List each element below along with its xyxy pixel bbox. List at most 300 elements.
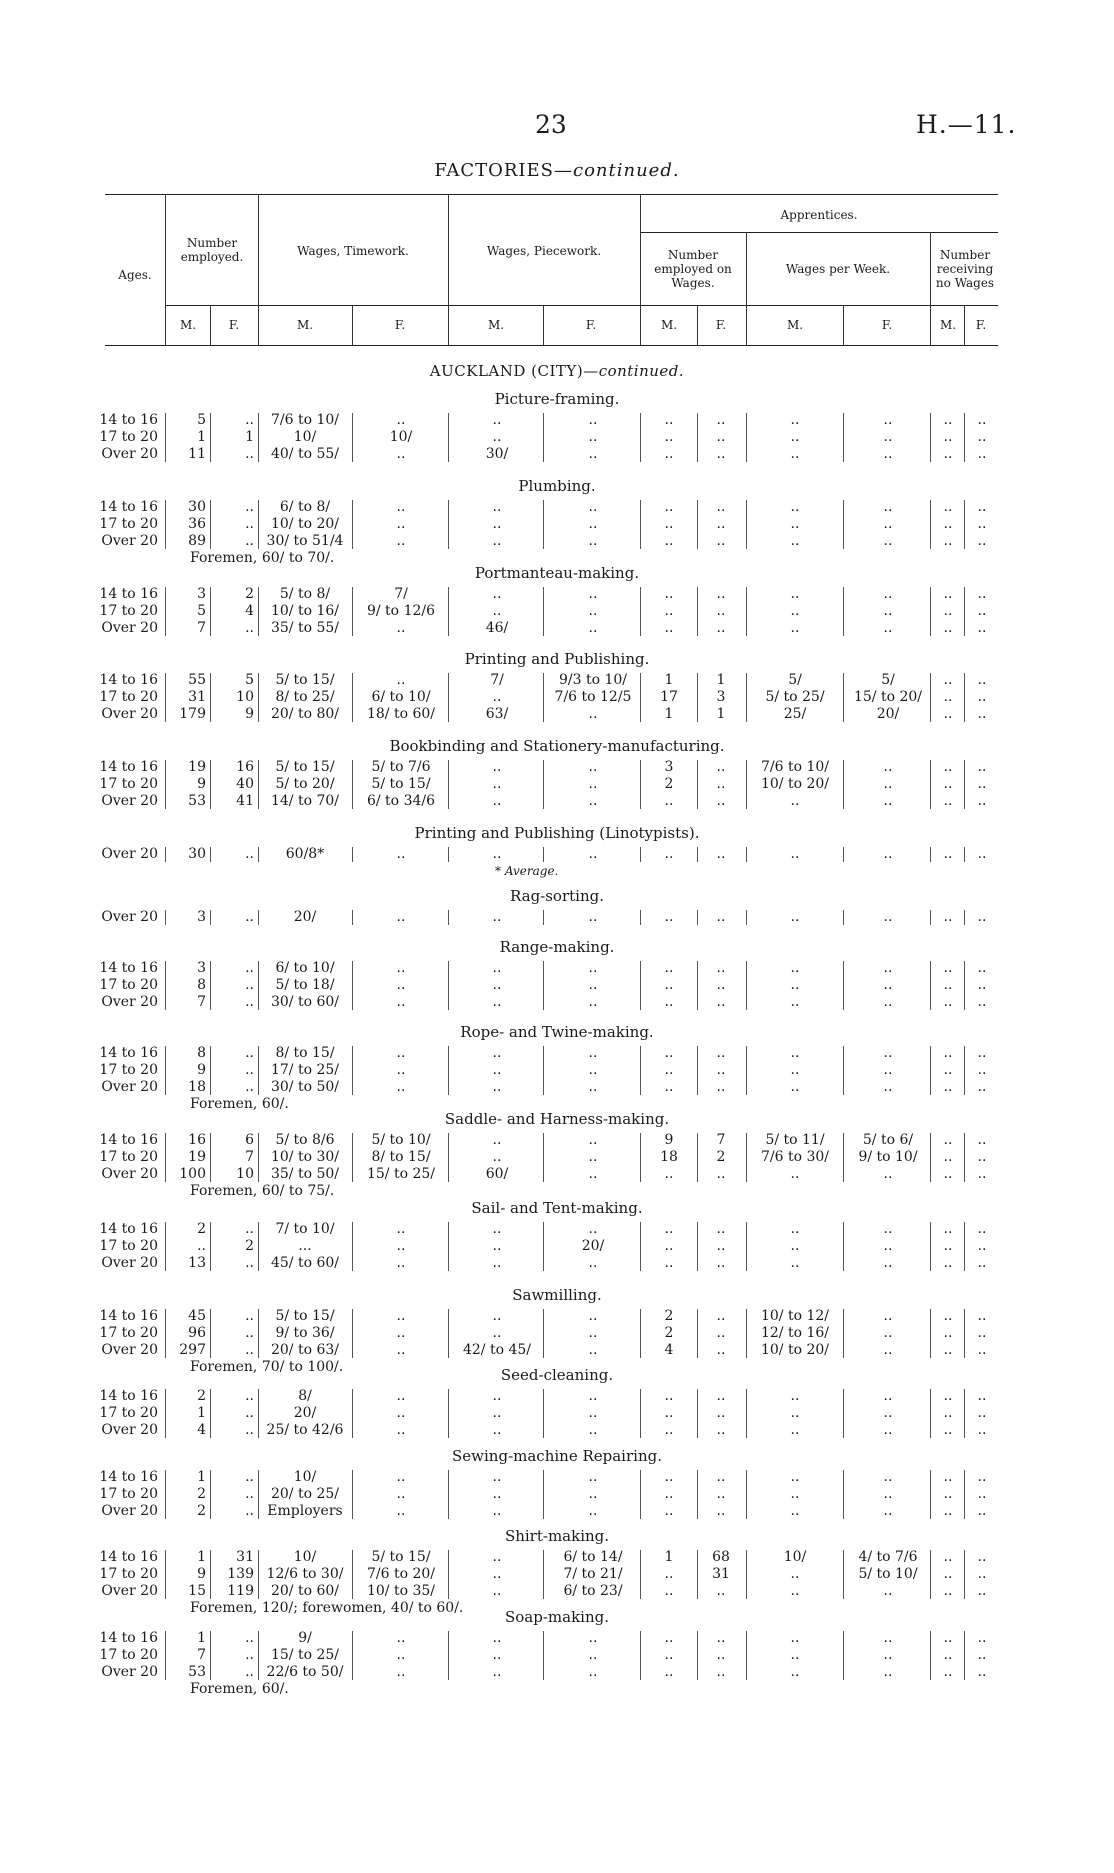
industry-title: Picture-framing. <box>494 390 620 408</box>
column-divider <box>930 1389 931 1438</box>
table-cell: .. <box>245 516 254 532</box>
table-cell: .. <box>790 499 800 515</box>
column-divider <box>165 673 166 722</box>
column-divider <box>964 961 965 1010</box>
table-cell: .. <box>492 1062 502 1078</box>
table-row <box>0 586 1114 603</box>
table-cell: .. <box>977 412 987 428</box>
table-cell: .. <box>245 1486 254 1502</box>
table-cell: .. <box>664 1238 674 1254</box>
table-cell: 15/ to 25/ <box>366 1166 436 1182</box>
table-cell: 10/ <box>389 429 413 445</box>
table-cell: .. <box>883 499 893 515</box>
table-cell: .. <box>883 1405 893 1421</box>
column-divider <box>843 847 844 862</box>
table-cell: .. <box>790 1405 800 1421</box>
table-cell: 13 <box>188 1255 206 1271</box>
table-cell: .. <box>588 994 598 1010</box>
table-row <box>0 1045 1114 1062</box>
column-divider <box>964 847 965 862</box>
table-cell: .. <box>664 429 674 445</box>
table-row <box>0 620 1114 637</box>
column-divider <box>258 413 259 462</box>
table-cell: .. <box>664 533 674 549</box>
table-cell: .. <box>977 1647 987 1663</box>
table-row <box>0 603 1114 620</box>
table-cell: .. <box>883 516 893 532</box>
table-cell: .. <box>492 1583 502 1599</box>
table-cell: .. <box>664 960 674 976</box>
table-row <box>0 1422 1114 1439</box>
table-cell: .. <box>664 516 674 532</box>
table-cell: .. <box>245 1045 254 1061</box>
table-cell: .. <box>492 499 502 515</box>
column-divider <box>165 1631 166 1680</box>
table-cell: .. <box>716 759 726 775</box>
table-cell: 16 <box>236 759 254 775</box>
table-cell: .. <box>883 412 893 428</box>
table-cell: .. <box>943 1388 953 1404</box>
column-divider <box>640 1550 641 1599</box>
column-divider <box>746 1133 747 1182</box>
column-divider <box>210 413 211 462</box>
table-cell: .. <box>977 446 987 462</box>
table-row <box>0 776 1114 793</box>
table-cell: 7/6 to 12/5 <box>554 689 632 705</box>
column-divider <box>930 1550 931 1599</box>
column-divider <box>352 1470 353 1519</box>
table-cell: .. <box>977 960 987 976</box>
column-divider <box>640 1133 641 1182</box>
column-divider <box>843 1389 844 1438</box>
column-divider <box>640 587 641 636</box>
column-divider <box>448 847 449 862</box>
table-cell: .. <box>664 1566 674 1582</box>
table-cell: 12/ to 16/ <box>760 1325 830 1341</box>
column-divider <box>964 587 965 636</box>
table-cell: .. <box>664 1255 674 1271</box>
column-divider <box>843 1550 844 1599</box>
table-cell: 10 <box>236 689 254 705</box>
table-cell: .. <box>716 1405 726 1421</box>
column-divider <box>964 910 965 925</box>
column-divider <box>930 910 931 925</box>
column-divider <box>964 760 965 809</box>
table-cell: .. <box>396 1486 406 1502</box>
table-cell: .. <box>716 1166 726 1182</box>
age-group-cell: 14 to 16 <box>99 1132 158 1148</box>
table-cell: 40 <box>236 776 254 792</box>
table-cell: .. <box>977 1583 987 1599</box>
column-divider <box>930 1631 931 1680</box>
table-cell: 5/ to 15/ <box>371 1549 431 1565</box>
table-row <box>0 1132 1114 1149</box>
table-cell: .. <box>716 1630 726 1646</box>
table-cell: .. <box>664 1221 674 1237</box>
section-note: Foremen, 60/. <box>190 1096 289 1112</box>
table-cell: .. <box>977 1045 987 1061</box>
table-cell: 20/ to 80/ <box>270 706 340 722</box>
table-cell: 1 <box>245 429 254 445</box>
table-cell: .. <box>664 1583 674 1599</box>
column-divider <box>543 1222 544 1271</box>
table-cell: .. <box>883 776 893 792</box>
table-cell: .. <box>883 793 893 809</box>
table-cell: .. <box>396 412 406 428</box>
column-divider <box>165 587 166 636</box>
table-cell: .. <box>716 1062 726 1078</box>
table-cell: .. <box>943 1149 953 1165</box>
table-cell: .. <box>716 603 726 619</box>
table-cell: 5/ to 10/ <box>371 1132 431 1148</box>
table-row <box>0 706 1114 723</box>
table-cell: 7/ to 10/ <box>275 1221 335 1237</box>
industry-title: Plumbing. <box>518 477 596 495</box>
table-cell: 5/ to 15/ <box>275 672 335 688</box>
table-cell: .. <box>716 1255 726 1271</box>
column-divider <box>448 673 449 722</box>
table-cell: .. <box>943 994 953 1010</box>
table-cell: .. <box>492 960 502 976</box>
column-divider <box>640 1389 641 1438</box>
table-cell: .. <box>664 1469 674 1485</box>
table-cell: 1 <box>664 672 674 688</box>
table-cell: .. <box>588 1308 598 1324</box>
table-cell: 30/ <box>485 446 509 462</box>
table-cell: .. <box>790 909 800 925</box>
table-cell: 31 <box>712 1566 730 1582</box>
table-cell: .. <box>492 689 502 705</box>
table-cell: .. <box>492 759 502 775</box>
table-cell: .. <box>245 620 254 636</box>
column-divider <box>746 1631 747 1680</box>
table-cell: 8 <box>197 977 206 993</box>
table-cell: 4 <box>197 1422 206 1438</box>
column-divider <box>930 1133 931 1182</box>
table-cell: 41 <box>236 793 254 809</box>
table-cell: .. <box>943 603 953 619</box>
table-cell: .. <box>664 499 674 515</box>
age-group-cell: Over 20 <box>101 1664 158 1680</box>
table-row <box>0 689 1114 706</box>
table-cell: .. <box>716 533 726 549</box>
table-cell: .. <box>396 846 406 862</box>
table-cell: 2 <box>664 1308 674 1324</box>
table-cell: .. <box>396 1325 406 1341</box>
table-cell: .. <box>790 1079 800 1095</box>
table-cell: .. <box>977 429 987 445</box>
table-cell: .. <box>716 793 726 809</box>
column-divider <box>352 847 353 862</box>
table-cell: 5 <box>197 412 206 428</box>
column-divider <box>352 1631 353 1680</box>
table-cell: .. <box>790 1221 800 1237</box>
table-cell: .. <box>943 533 953 549</box>
table-row <box>0 1388 1114 1405</box>
table-cell: .. <box>492 1469 502 1485</box>
table-cell: .. <box>492 1549 502 1565</box>
table-cell: .. <box>588 1062 598 1078</box>
table-cell: .. <box>396 533 406 549</box>
table-cell: 30 <box>188 499 206 515</box>
table-cell: .. <box>492 533 502 549</box>
table-cell: 2 <box>197 1486 206 1502</box>
table-row <box>0 672 1114 689</box>
table-cell: 12/6 to 30/ <box>266 1566 344 1582</box>
table-cell: .. <box>588 1166 598 1182</box>
table-cell: 2 <box>716 1149 726 1165</box>
column-divider <box>210 1550 211 1599</box>
section-note: Foremen, 70/ to 100/. <box>190 1359 344 1375</box>
column-divider <box>448 760 449 809</box>
table-row <box>0 1079 1114 1096</box>
column-divider <box>258 760 259 809</box>
table-cell: .. <box>396 516 406 532</box>
header-m: M. <box>487 318 505 332</box>
table-cell: .. <box>716 586 726 602</box>
table-cell: .. <box>883 909 893 925</box>
table-cell: .. <box>943 1486 953 1502</box>
column-divider <box>964 673 965 722</box>
table-cell: .. <box>716 909 726 925</box>
table-cell: .. <box>716 1503 726 1519</box>
column-divider <box>258 500 259 549</box>
table-cell: .. <box>588 1342 598 1358</box>
table-cell: .. <box>943 446 953 462</box>
column-divider <box>930 500 931 549</box>
table-cell: .. <box>492 1132 502 1148</box>
table-cell: 25/ to 42/6 <box>266 1422 344 1438</box>
table-cell: .. <box>943 672 953 688</box>
header-f: F. <box>715 318 727 332</box>
table-cell: .. <box>943 1664 953 1680</box>
table-cell: .. <box>396 1045 406 1061</box>
table-row <box>0 1325 1114 1342</box>
table-cell: .. <box>588 1132 598 1148</box>
table-cell: .. <box>716 1342 726 1358</box>
column-divider <box>210 847 211 862</box>
column-divider <box>448 910 449 925</box>
column-divider <box>258 1389 259 1438</box>
column-divider <box>697 1389 698 1438</box>
column-divider <box>210 961 211 1010</box>
table-cell: .. <box>492 1308 502 1324</box>
age-group-cell: 17 to 20 <box>99 1566 158 1582</box>
table-cell: 46/ <box>485 620 509 636</box>
column-divider <box>930 760 931 809</box>
header-top-rule <box>105 194 998 195</box>
header-rule-apprentices <box>640 232 998 233</box>
table-cell: .. <box>664 1503 674 1519</box>
table-cell: .. <box>943 977 953 993</box>
table-cell: 68 <box>712 1549 730 1565</box>
age-group-cell: 17 to 20 <box>99 516 158 532</box>
table-cell: .. <box>790 977 800 993</box>
table-cell: .. <box>977 1405 987 1421</box>
column-divider <box>352 413 353 462</box>
table-cell: .. <box>492 1325 502 1341</box>
table-row <box>0 1166 1114 1183</box>
column-divider <box>543 413 544 462</box>
column-divider <box>746 1470 747 1519</box>
table-cell: 20/ <box>293 1405 317 1421</box>
table-cell: 30 <box>188 846 206 862</box>
table-cell: 18/ to 60/ <box>366 706 436 722</box>
table-cell: .. <box>716 1325 726 1341</box>
header-m: M. <box>179 318 197 332</box>
table-cell: .. <box>977 689 987 705</box>
table-cell: .. <box>492 793 502 809</box>
column-divider <box>352 910 353 925</box>
table-cell: 7/ <box>490 672 504 688</box>
age-group-cell: 17 to 20 <box>99 977 158 993</box>
table-cell: 9 <box>197 1566 206 1582</box>
table-cell: .. <box>396 1503 406 1519</box>
column-divider <box>352 673 353 722</box>
table-cell: .. <box>664 412 674 428</box>
table-cell: 30/ to 60/ <box>270 994 340 1010</box>
column-divider <box>964 1133 965 1182</box>
column-divider <box>258 1550 259 1599</box>
table-cell: .. <box>883 1062 893 1078</box>
age-group-cell: Over 20 <box>101 533 158 549</box>
table-cell: .. <box>790 412 800 428</box>
column-divider <box>448 1470 449 1519</box>
table-cell: .. <box>716 499 726 515</box>
age-group-cell: 17 to 20 <box>99 1149 158 1165</box>
table-cell: .. <box>245 994 254 1010</box>
table-cell: .. <box>943 429 953 445</box>
table-cell: 20/ <box>876 706 900 722</box>
table-cell: .. <box>245 499 254 515</box>
table-cell: 1 <box>664 1549 674 1565</box>
table-cell: .. <box>716 776 726 792</box>
table-cell: .. <box>943 793 953 809</box>
column-divider <box>843 1470 844 1519</box>
column-divider <box>843 1631 844 1680</box>
table-cell: 10/ to 20/ <box>760 1342 830 1358</box>
age-group-cell: Over 20 <box>101 1342 158 1358</box>
table-cell: .. <box>492 412 502 428</box>
column-divider <box>448 1550 449 1599</box>
column-divider <box>964 1631 965 1680</box>
table-cell: 15/ to 20/ <box>853 689 923 705</box>
table-cell: 15 <box>188 1583 206 1599</box>
column-divider <box>352 587 353 636</box>
table-cell: 139 <box>227 1566 254 1582</box>
table-cell: 40/ to 55/ <box>270 446 340 462</box>
table-cell: .. <box>588 1388 598 1404</box>
column-divider <box>843 961 844 1010</box>
column-divider <box>352 1389 353 1438</box>
table-cell: .. <box>492 994 502 1010</box>
column-divider <box>543 587 544 636</box>
table-cell: 8/ <box>298 1388 312 1404</box>
table-cell: .. <box>492 1630 502 1646</box>
table-cell: .. <box>883 1045 893 1061</box>
column-divider <box>640 961 641 1010</box>
column-divider <box>930 1309 931 1358</box>
table-cell: .. <box>664 793 674 809</box>
table-row <box>0 909 1114 926</box>
table-cell: 53 <box>188 793 206 809</box>
column-divider <box>697 413 698 462</box>
table-cell: .. <box>245 909 254 925</box>
table-cell: .. <box>664 446 674 462</box>
table-cell: .. <box>883 1221 893 1237</box>
table-cell: .. <box>396 620 406 636</box>
table-cell: 10/ to 16/ <box>270 603 340 619</box>
table-cell: 30/ to 50/ <box>270 1079 340 1095</box>
table-cell: .. <box>588 977 598 993</box>
table-cell: 9/ to 12/6 <box>366 603 436 619</box>
table-cell: .. <box>943 909 953 925</box>
column-divider <box>352 1550 353 1599</box>
industry-title: Rag-sorting. <box>509 887 604 905</box>
column-divider <box>352 760 353 809</box>
table-cell: .. <box>977 1469 987 1485</box>
column-divider <box>640 1309 641 1358</box>
table-cell: 6/ to 34/6 <box>366 793 436 809</box>
table-cell: 1 <box>197 1549 206 1565</box>
industry-title: Portmanteau-making. <box>474 564 640 582</box>
age-group-cell: Over 20 <box>101 1503 158 1519</box>
table-cell: .. <box>492 1503 502 1519</box>
table-cell: .. <box>790 1486 800 1502</box>
table-cell: .. <box>790 1566 800 1582</box>
table-cell: .. <box>977 1486 987 1502</box>
column-divider <box>165 1550 166 1599</box>
table-cell: .. <box>396 994 406 1010</box>
table-cell: .. <box>883 1255 893 1271</box>
column-divider <box>746 1389 747 1438</box>
age-group-cell: 17 to 20 <box>99 1238 158 1254</box>
table-cell: 25/ <box>783 706 807 722</box>
column-divider <box>352 500 353 549</box>
table-cell: .. <box>588 1469 598 1485</box>
column-divider <box>543 1550 544 1599</box>
section-note: Foremen, 60/ to 70/. <box>190 550 335 566</box>
table-row <box>0 1549 1114 1566</box>
table-cell: .. <box>588 846 598 862</box>
table-cell: 55 <box>188 672 206 688</box>
table-cell: .. <box>396 977 406 993</box>
column-divider <box>843 1222 844 1271</box>
table-cell: 5/ <box>881 672 895 688</box>
column-divider <box>930 1046 931 1095</box>
table-cell: .. <box>716 1469 726 1485</box>
table-cell: 18 <box>188 1079 206 1095</box>
column-divider <box>746 587 747 636</box>
table-cell: .. <box>492 1566 502 1582</box>
table-cell: 1 <box>197 1405 206 1421</box>
table-cell: 22/6 to 50/ <box>266 1664 344 1680</box>
header-f: F. <box>228 318 240 332</box>
header-f: F. <box>585 318 597 332</box>
table-cell: 17 <box>660 689 678 705</box>
table-cell: .. <box>588 1221 598 1237</box>
table-cell: .. <box>588 533 598 549</box>
column-divider <box>543 847 544 862</box>
column-divider <box>210 1470 211 1519</box>
table-row <box>0 1486 1114 1503</box>
age-group-cell: 14 to 16 <box>99 1630 158 1646</box>
column-divider <box>964 1470 965 1519</box>
table-cell: .. <box>943 759 953 775</box>
table-cell: 35/ to 55/ <box>270 620 340 636</box>
column-divider <box>543 1631 544 1680</box>
table-cell: 8/ to 15/ <box>371 1149 431 1165</box>
